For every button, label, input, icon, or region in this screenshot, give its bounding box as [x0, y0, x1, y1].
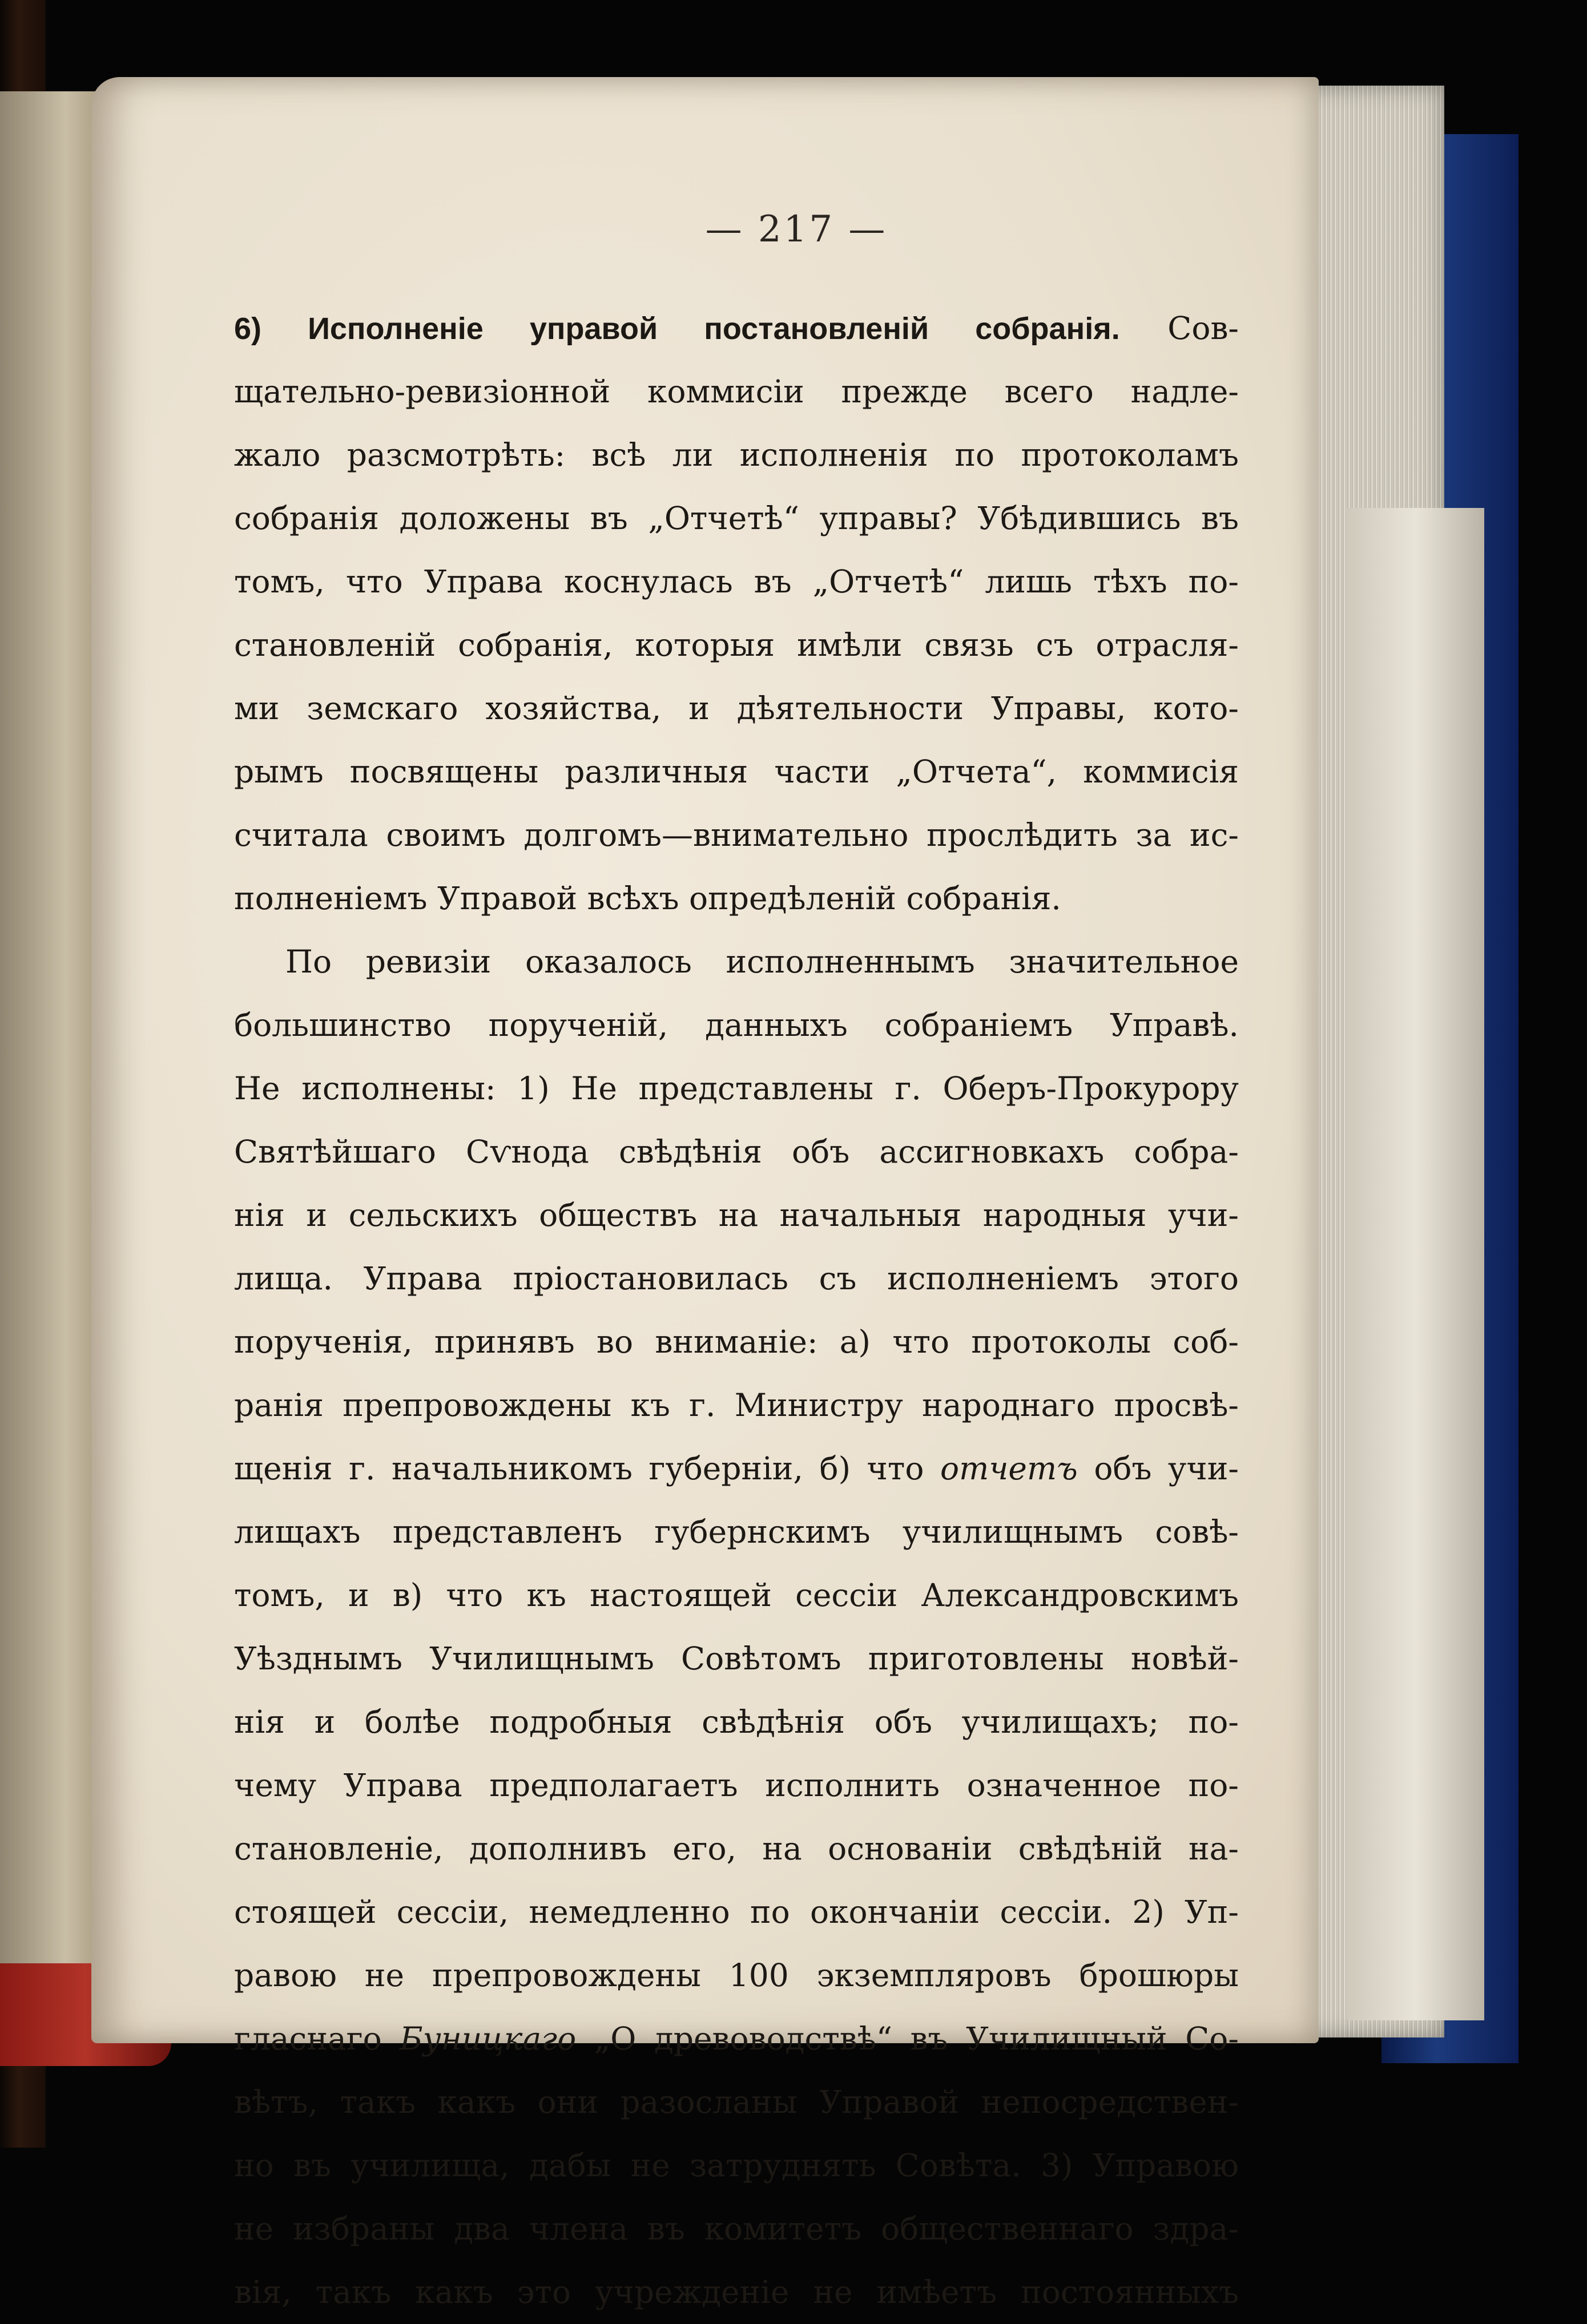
text-line: считала своимъ долгомъ—внимательно прослѣдить за ис-	[234, 817, 1239, 853]
text-fragment: Сов-	[1167, 310, 1239, 346]
text-fragment: „О древоводствѣ“ въ Училищный Со-	[594, 2020, 1239, 2057]
text-line	[234, 297, 1239, 360]
text-line: томъ, и в) что къ настоящей сессіи Александровскимъ	[234, 1577, 1239, 1613]
book-page	[91, 77, 1319, 2310]
italic-word: Буницкаго	[400, 2020, 577, 2057]
text-line: щательно-ревизіонной коммисіи прежде всего надле-	[234, 373, 1239, 410]
text-line: собранія доложены въ „Отчетѣ“ управы? Убѣдившись въ	[234, 500, 1239, 536]
text-line: становленіе, дополнивъ его, на основаніи свѣдѣній на-	[234, 1830, 1239, 1867]
text-fragment: объ учи-	[1094, 1450, 1239, 1487]
text-line: нія и сельскихъ обществъ на начальныя народныя учи-	[234, 1197, 1239, 1233]
text-line: Святѣйшаго Сѵнода свѣдѣнія объ ассигновкахъ собра-	[234, 1133, 1239, 1170]
text-line: ми земскаго хозяйства, и дѣятельности Управы, кото-	[234, 690, 1239, 727]
text-line: лища. Управа пріостановилась съ исполненіемъ этого	[234, 1260, 1239, 1297]
text-line: большинство порученій, данныхъ собраніемъ Управѣ.	[234, 1007, 1239, 1043]
folded-insert	[1347, 508, 1484, 2020]
text-line: равою не препровождены 100 экземпляровъ брошюры	[234, 1957, 1239, 1994]
text-line: ранія препровождены къ г. Министру народнаго просвѣ-	[234, 1387, 1239, 1423]
text-line: По ревизіи оказалось исполненнымъ значительное	[285, 943, 1239, 980]
text-line: не избраны два члена въ комитетъ общественнаго здра-	[234, 2210, 1239, 2247]
text-line: лищахъ представленъ губернскимъ училищнымъ совѣ-	[234, 1514, 1239, 1550]
text-line	[234, 2007, 1239, 2071]
page-number: — 217 —	[705, 208, 888, 251]
text-line: но въ училища, дабы не затруднять Совѣта. 3) Управою	[234, 2147, 1239, 2184]
text-line: Уѣзднымъ Училищнымъ Совѣтомъ приготовлены новѣй-	[234, 1640, 1239, 1677]
text-line: порученія, принявъ во вниманіе: а) что протоколы соб-	[234, 1324, 1239, 1360]
text-line	[234, 1437, 1239, 1500]
italic-word: отчетъ	[940, 1450, 1078, 1487]
text-line: томъ, что Управа коснулась въ „Отчетѣ“ лишь тѣхъ по-	[234, 563, 1239, 600]
section-heading: 6) Исполненіе управой постановленій собранія.	[234, 312, 1120, 346]
text-line: полненіемъ Управой всѣхъ опредѣленій собранія.	[234, 880, 1061, 917]
text-line: жало разсмотрѣть: всѣ ли исполненія по протоколамъ	[234, 437, 1239, 473]
text-line: рымъ посвящены различныя части „Отчета“, коммисія	[234, 753, 1239, 790]
text-fragment: гласнаго	[234, 2020, 382, 2057]
text-line: стоящей сессіи, немедленно по окончаніи сессіи. 2) Уп-	[234, 1894, 1239, 1930]
text-fragment: щенія г. начальникомъ губерніи, б) что	[234, 1450, 924, 1487]
text-line: чему Управа предполагаетъ исполнить означенное по-	[234, 1767, 1239, 1803]
text-line: нія и болѣе подробныя свѣдѣнія объ училищахъ; по-	[234, 1704, 1239, 1740]
text-line: вія, такъ какъ это учрежденіе не имѣетъ постоянныхъ	[234, 2274, 1239, 2310]
text-line: вѣтъ, такъ какъ они разосланы Управой непосредствен-	[234, 2084, 1239, 2120]
text-line: Не исполнены: 1) Не представлены г. Оберъ-Прокурору	[234, 1070, 1239, 1107]
page-text	[234, 297, 1239, 2324]
text-line: становленій собранія, которыя имѣли связь съ отрасля-	[234, 627, 1239, 663]
